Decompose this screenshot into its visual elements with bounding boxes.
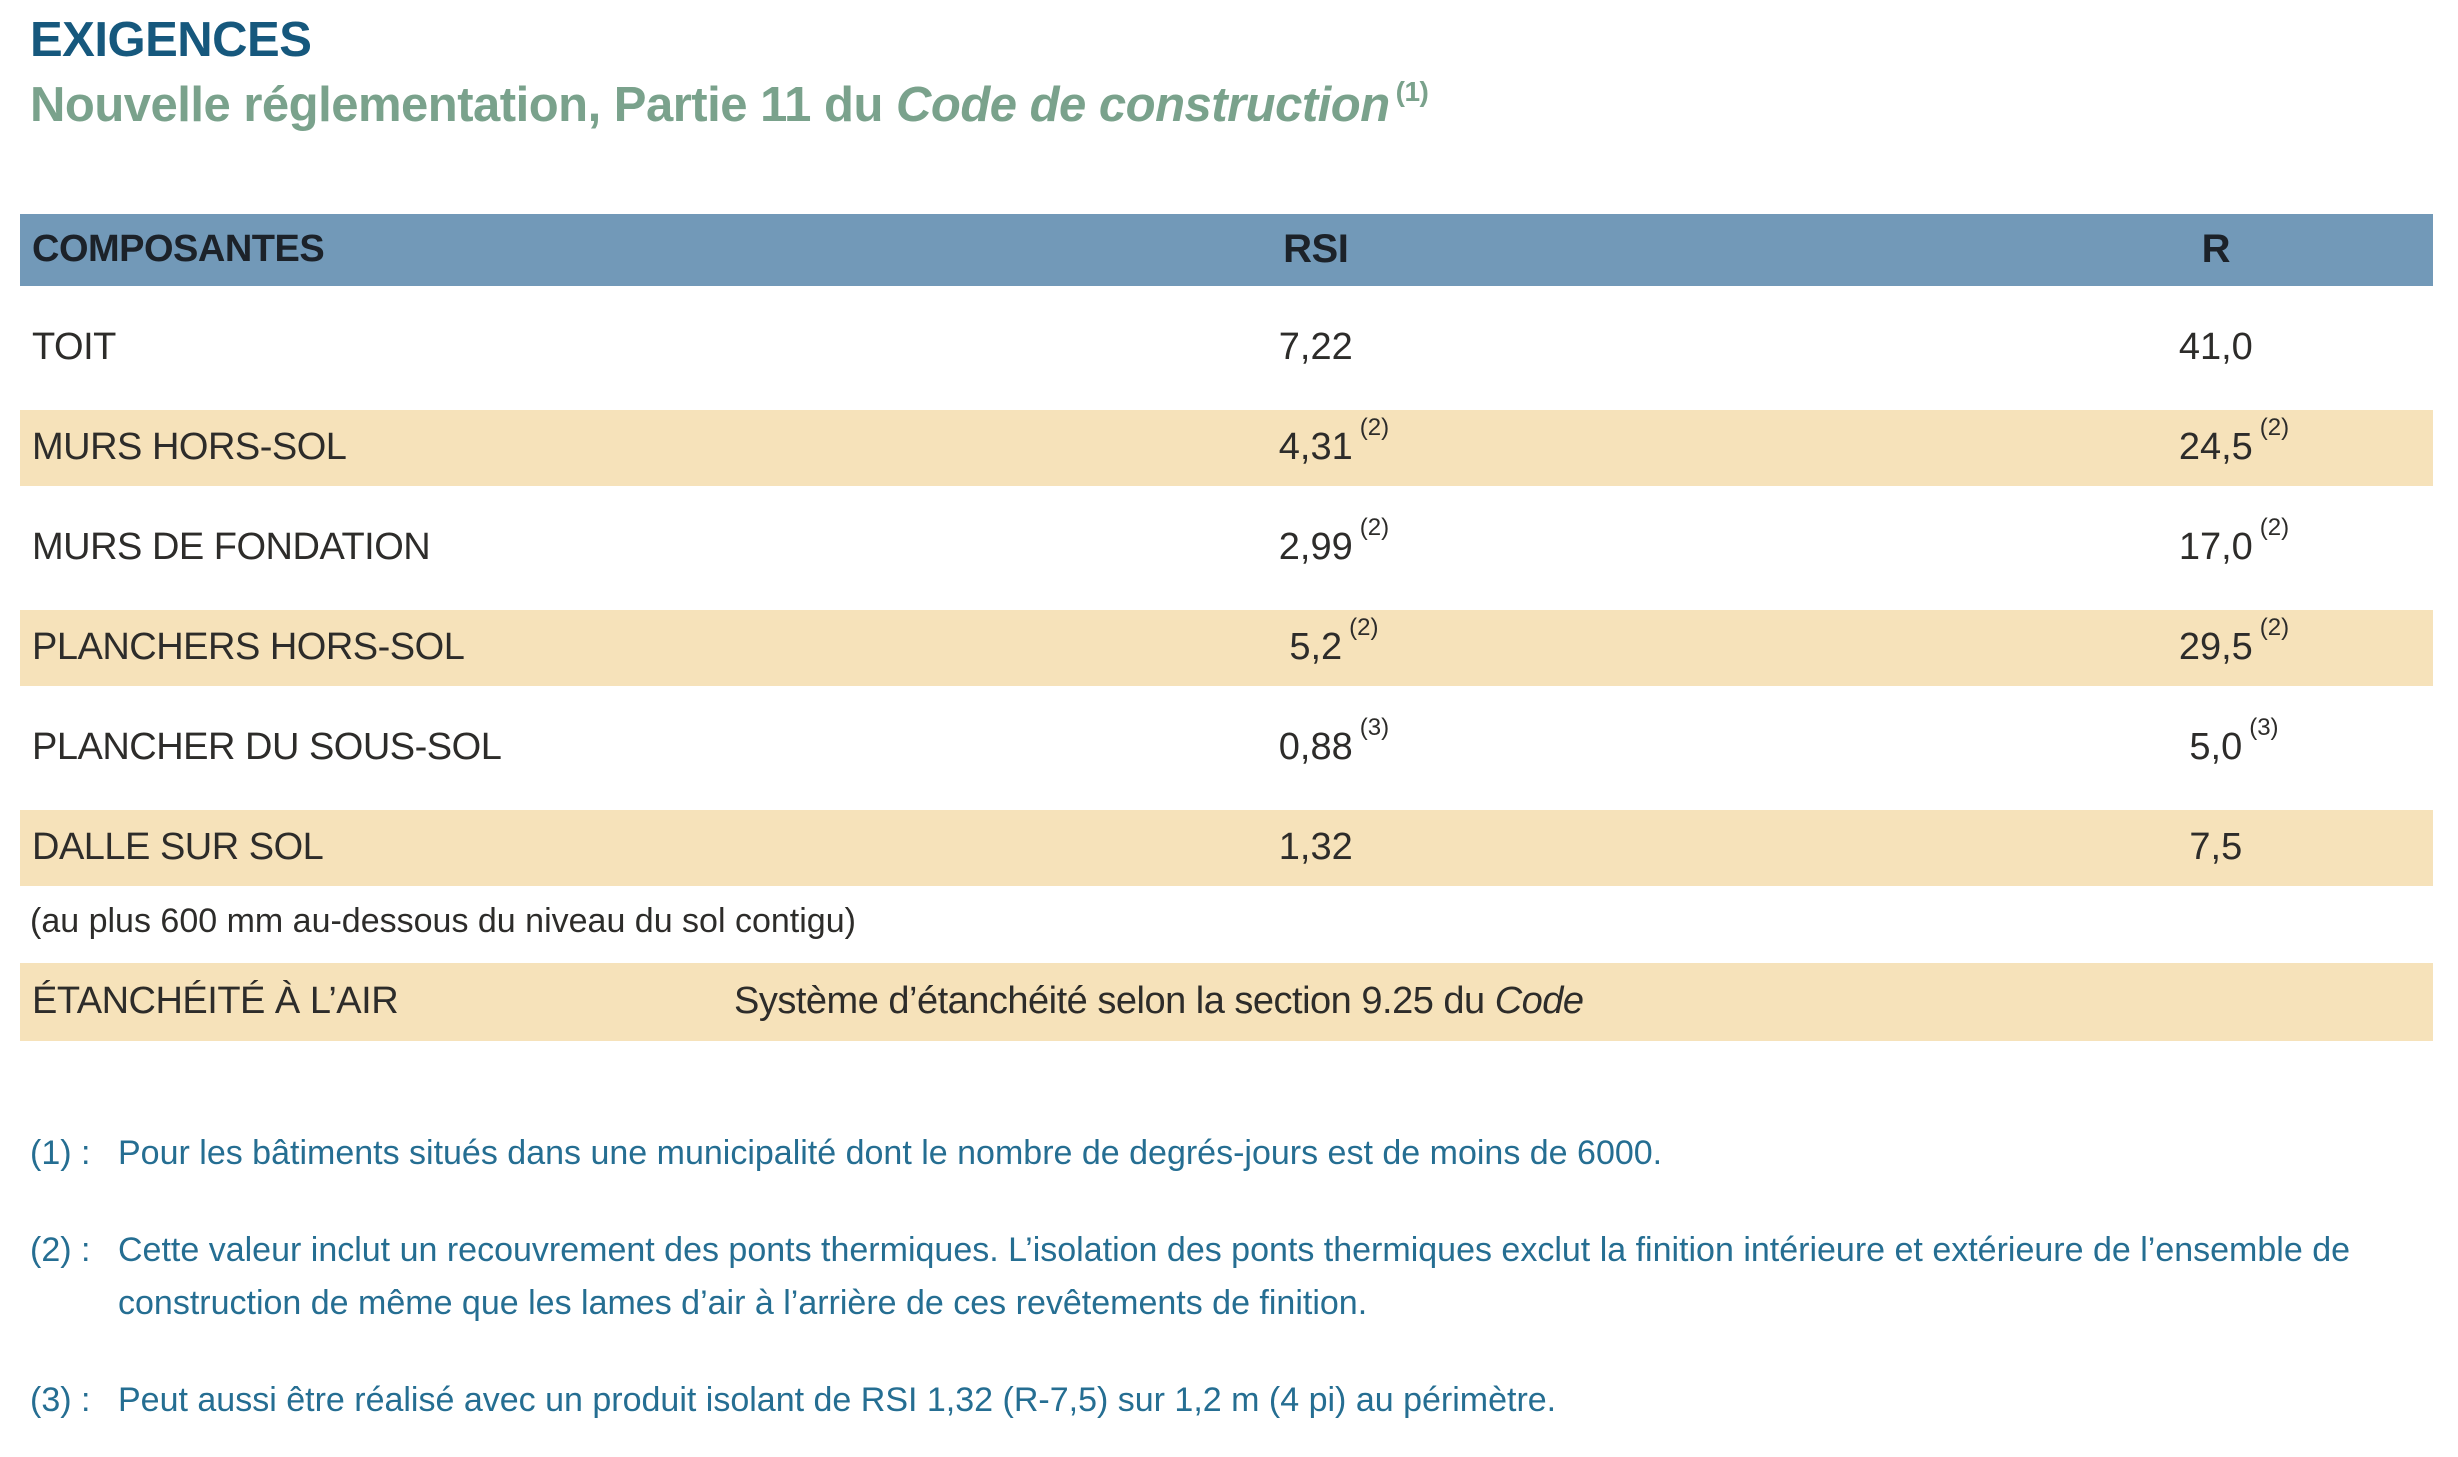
document-page	[0, 14, 2458, 1457]
rsi-value-cell	[633, 826, 1999, 869]
r-value: 41,0	[2178, 326, 2253, 369]
footnote-1	[30, 1127, 2445, 1180]
r-value: 24,5	[2178, 426, 2253, 469]
rsi-value: 0,88	[1278, 726, 1353, 769]
subtitle-footnote-ref: (1)	[1395, 75, 1429, 107]
rsi-footnote-ref: (2)	[1359, 414, 1390, 442]
footnote-text: Peut aussi être réalisé avec un produit isolant de RSI 1,32 (R-7,5) sur 1,2 m (4 pi) au périmètre.	[118, 1380, 1557, 1419]
table-note: (au plus 600 mm au-dessous du niveau du sol contigu)	[30, 901, 856, 940]
r-value-cell	[1999, 614, 2433, 669]
air-tightness-row	[20, 963, 2433, 1041]
rsi-value: 5,2	[1289, 626, 1343, 669]
footnote-marker: (1) :	[30, 1133, 91, 1172]
footnote-text: Cette valeur inclut un recouvrement des ponts thermiques. L’isolation des ponts thermiques exclut la finition intérieure et extérieure de l’ensemble de construction de même que les lames d’air à l’arrière de ces revêtements de finition.	[118, 1230, 2351, 1322]
footnotes-section	[30, 1127, 2445, 1427]
requirements-table	[20, 214, 2433, 886]
rsi-footnote-ref: (3)	[1359, 714, 1390, 742]
rsi-value: 2,99	[1278, 526, 1353, 569]
r-value-cell	[1999, 414, 2433, 469]
page-title: EXIGENCES	[30, 13, 312, 67]
rsi-footnote-ref: (2)	[1349, 614, 1379, 642]
row-label: MURS DE FONDATION	[32, 526, 431, 569]
rsi-value: 7,22	[1278, 326, 1353, 369]
row-label: DALLE SUR SOL	[32, 826, 324, 869]
row-label: MURS HORS-SOL	[32, 426, 347, 469]
rsi-value: 4,31	[1278, 426, 1353, 469]
footnote-2	[30, 1224, 2445, 1330]
footnote-marker: (3) :	[30, 1380, 91, 1419]
air-row-text	[734, 980, 1584, 1023]
footnote-3	[30, 1374, 2445, 1427]
table-header-row	[20, 214, 2433, 286]
rsi-value-cell	[633, 614, 1999, 669]
r-value: 5,0	[2189, 726, 2243, 769]
r-value-cell	[1999, 826, 2433, 869]
r-value-cell	[1999, 514, 2433, 569]
r-value-cell	[1999, 326, 2433, 369]
table-row	[20, 710, 2433, 786]
r-footnote-ref: (2)	[2259, 514, 2290, 542]
table-row	[20, 610, 2433, 686]
footnote-marker: (2) :	[30, 1230, 91, 1269]
air-row-label: ÉTANCHÉITÉ À L’AIR	[32, 980, 399, 1023]
table-row	[20, 810, 2433, 886]
rsi-value-cell	[633, 414, 1999, 469]
row-label: PLANCHER DU SOUS-SOL	[32, 726, 502, 769]
footnote-text: Pour les bâtiments situés dans une municipalité dont le nombre de degrés-jours est de moins de 6000.	[118, 1133, 1663, 1172]
row-label: TOIT	[32, 326, 116, 369]
rsi-value-cell	[633, 714, 1999, 769]
column-header-rsi: RSI	[1283, 227, 1349, 272]
rsi-footnote-ref: (2)	[1359, 514, 1390, 542]
rsi-value-cell	[633, 514, 1999, 569]
table-row	[20, 410, 2433, 486]
r-footnote-ref: (2)	[2259, 414, 2290, 442]
r-value: 7,5	[2189, 826, 2243, 869]
subtitle-prefix: Nouvelle réglementation, Partie 11 du	[30, 77, 896, 132]
column-header-composantes: COMPOSANTES	[32, 228, 325, 271]
rsi-value: 1,32	[1278, 826, 1353, 869]
page-subtitle	[30, 75, 2458, 132]
r-value: 17,0	[2178, 526, 2253, 569]
r-footnote-ref: (3)	[2249, 714, 2279, 742]
air-text-prefix: Système d’étanchéité selon la section 9.25 du	[734, 980, 1495, 1023]
r-footnote-ref: (2)	[2259, 614, 2290, 642]
row-label: PLANCHERS HORS-SOL	[32, 626, 465, 669]
table-row	[20, 310, 2433, 386]
table-row	[20, 510, 2433, 586]
column-header-r: R	[2201, 227, 2230, 272]
rsi-value-cell	[633, 326, 1999, 369]
subtitle-italic: Code de construction	[896, 77, 1390, 132]
air-text-italic: Code	[1494, 980, 1584, 1023]
r-value: 29,5	[2178, 626, 2253, 669]
r-value-cell	[1999, 714, 2433, 769]
